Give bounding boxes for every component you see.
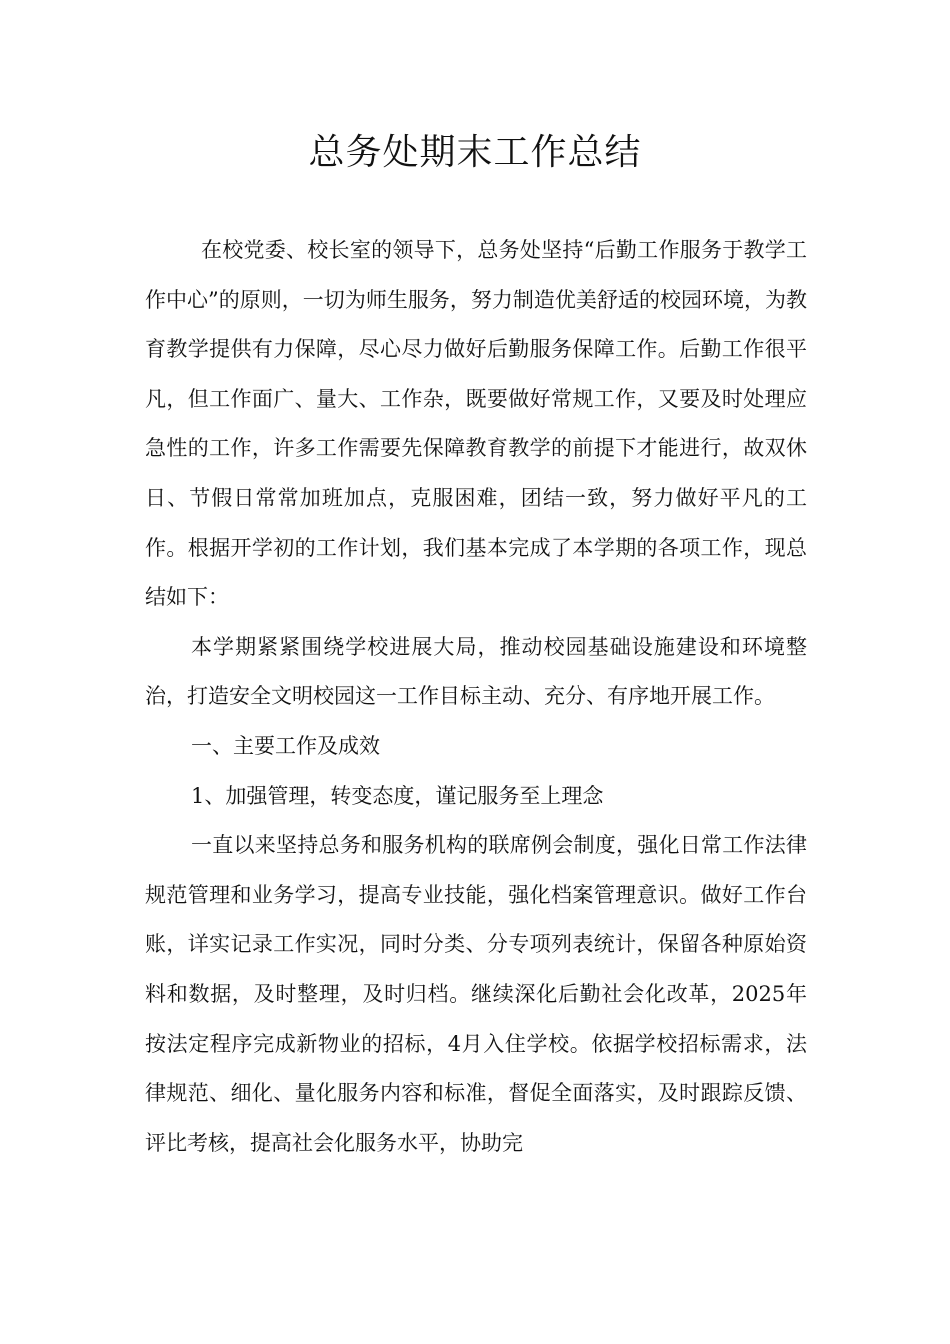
page-title: 总务处期末工作总结 [308, 132, 642, 173]
section-heading-main-work: 一、主要工作及成效 [191, 733, 380, 758]
document-body [145, 226, 807, 1168]
paragraph-intro: 在校党委、校长室的领导下，总务处坚持“后勤工作服务于教学工作中心”的原则，一切为师生服务，努力制造优美舒适的校园环境，为教育教学提供有力保障，尽心尽力做好后勤服务保障工作。后勤工作很平凡，但工作面广、量大、工作杂，既要做好常规工作，又要及时处理应急性的工作，许多工作需要先保障教育教学的前提下才能进行，故双休日、节假日常常加班加点，克服困难，团结一致，努力做好平凡的工作。根据开学初的工作计划，我们基本完成了本学期的各项工作，现总结如下： [145, 238, 807, 610]
paragraph-goal: 本学期紧紧围绕学校进展大局，推动校园基础设施建设和环境整治，打造安全文明校园这一工作目标主动、充分、有序地开展工作。 [145, 634, 807, 709]
subsection-heading-management: 1、加强管理，转变态度，谨记服务至上理念 [191, 783, 604, 808]
paragraph-management: 一直以来坚持总务和服务机构的联席例会制度，强化日常工作法律规范管理和业务学习，提高专业技能，强化档案管理意识。做好工作台账，详实记录工作实况，同时分类、分专项列表统计，保留各种原始资料和数据，及时整理，及时归档。继续深化后勤社会化改革，2025年按法定程序完成新物业的招标，4月入住学校。依据学校招标需求，法律规范、细化、量化服务内容和标准，督促全面落实，及时跟踪反馈、评比考核，提高社会化服务水平，协助完 [145, 833, 807, 1155]
